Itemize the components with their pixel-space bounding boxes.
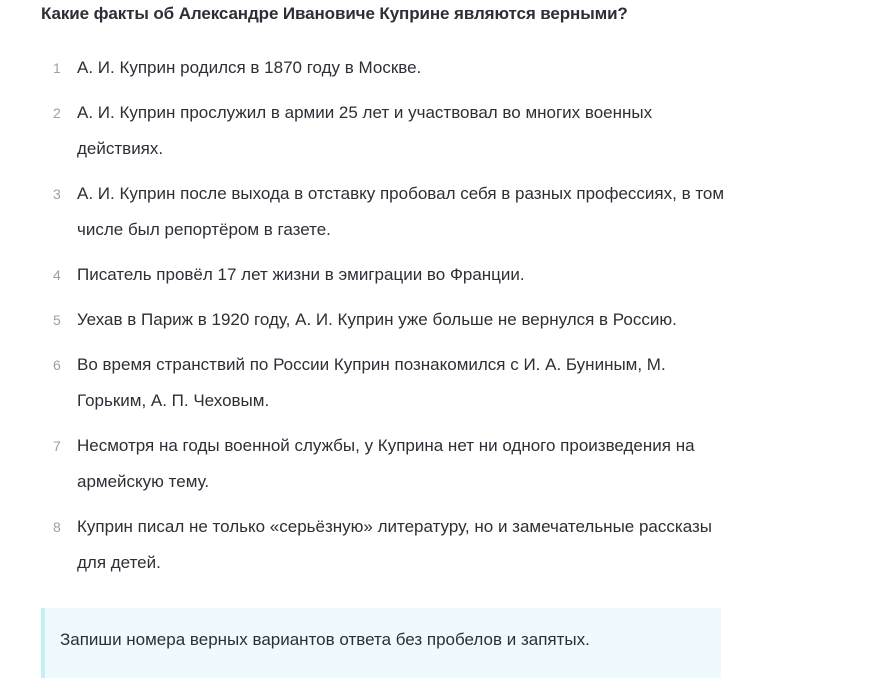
option-text: А. И. Куприн прослужил в армии 25 лет и участвовал во многих военных действиях. [77, 103, 653, 158]
option-text: Несмотря на годы военной службы, у Куприна нет ни одного произведения на армейскую тему. [77, 436, 695, 491]
option-2[interactable] [41, 95, 741, 167]
option-number: 7 [53, 438, 61, 454]
option-text: Куприн писал не только «серьёзную» литературу, но и замечательные рассказы для детей. [77, 517, 712, 572]
option-number: 6 [53, 357, 61, 373]
answer-hint-box [41, 608, 721, 678]
option-text: Во время странствий по России Куприн познакомился с И. А. Буниным, М. Горьким, А. П. Чеховым. [77, 355, 666, 410]
option-4[interactable] [41, 257, 741, 293]
option-number: 1 [53, 60, 61, 76]
option-number: 4 [53, 267, 61, 283]
option-text: А. И. Куприн после выхода в отставку пробовал себя в разных профессиях, в том числе был репортёром в газете. [77, 184, 725, 239]
option-3[interactable] [41, 176, 741, 248]
option-1[interactable] [41, 50, 741, 86]
option-7[interactable] [41, 428, 741, 500]
option-text: Уехав в Париж в 1920 году, А. И. Куприн уже больше не вернулся в Россию. [77, 310, 677, 329]
option-5[interactable] [41, 302, 741, 338]
question-title: Какие факты об Александре Ивановиче Куприне являются верными? [41, 4, 628, 23]
hint-text: Запиши номера верных вариантов ответа без пробелов и запятых. [60, 630, 590, 649]
option-number: 3 [53, 186, 61, 202]
option-number: 2 [53, 105, 61, 121]
option-text: А. И. Куприн родился в 1870 году в Москве. [77, 58, 422, 77]
option-8[interactable] [41, 509, 741, 581]
option-number: 5 [53, 312, 61, 328]
answer-options-list [41, 50, 741, 590]
option-6[interactable] [41, 347, 741, 419]
option-number: 8 [53, 519, 61, 535]
option-text: Писатель провёл 17 лет жизни в эмиграции во Франции. [77, 265, 525, 284]
